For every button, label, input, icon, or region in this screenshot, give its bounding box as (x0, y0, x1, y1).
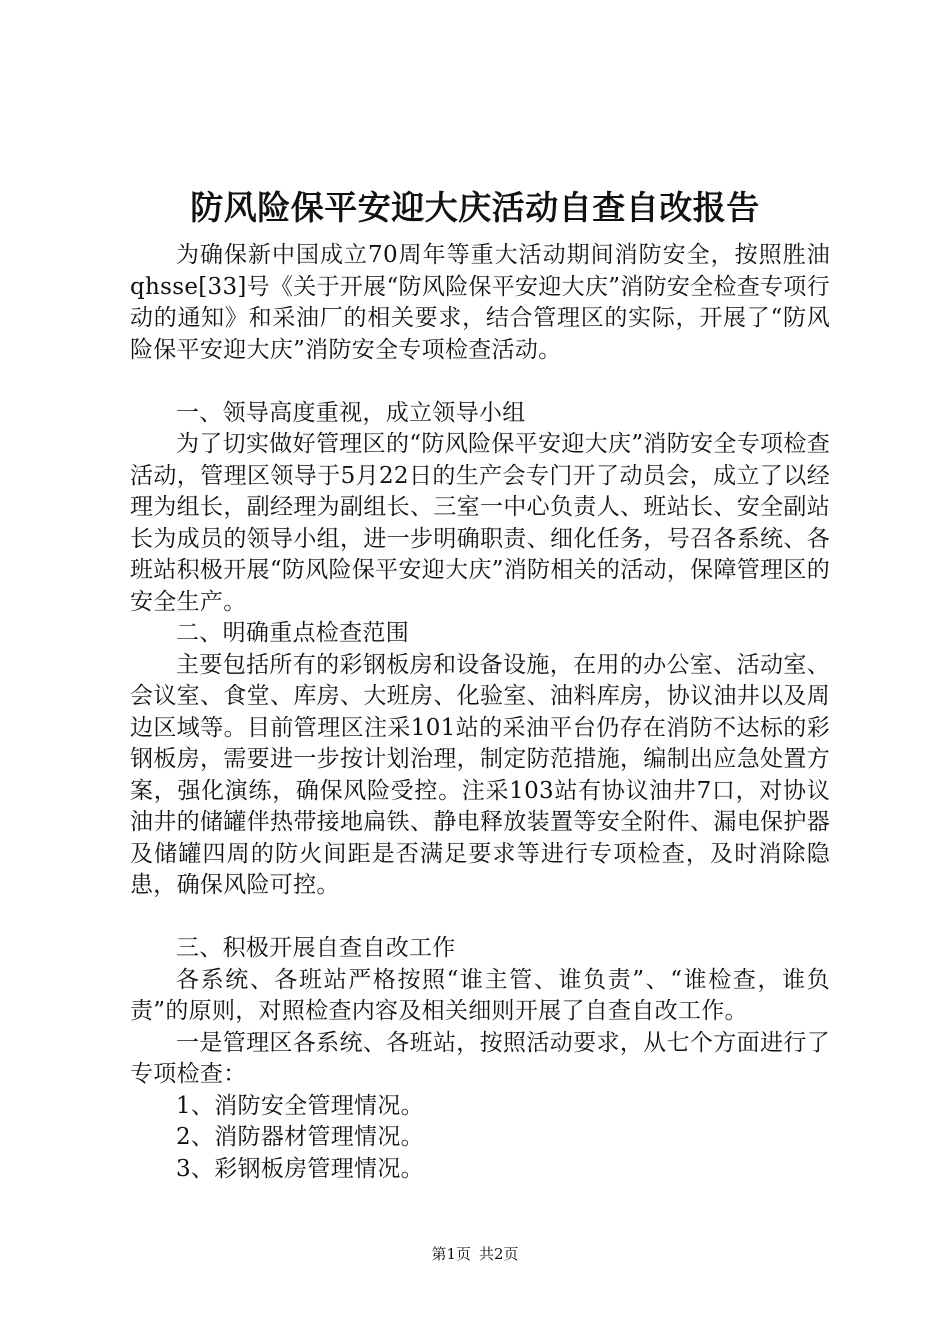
page-total: 共2页 (479, 1245, 519, 1263)
list-item: 3、彩钢板房管理情况。 (176, 1155, 424, 1182)
section-3-paragraph: 各系统、各班站严格按照“谁主管、谁负责”、“谁检查，谁负责”的原则，对照检查内容及相关细则开展了自查自改工作。 (130, 966, 830, 1024)
section-3-paragraph-2: 一是管理区各系统、各班站，按照活动要求，从七个方面进行了专项检查： (130, 1029, 830, 1087)
page-footer (0, 1244, 950, 1264)
section-heading-1: 一、领导高度重视，成立领导小组 (176, 399, 526, 426)
section-2-paragraph: 主要包括所有的彩钢板房和设备设施，在用的办公室、活动室、会议室、食堂、库房、大班房、化验室、油料库房，协议油井以及周边区域等。目前管理区注采101站的采油平台仍存在消防不达标的彩钢板房，需要进一步按计划治理，制定防范措施，编制出应急处置方案，强化演练，确保风险受控。注采103站有协议油井7口，对协议油井的储罐伴热带接地扁铁、静电释放装置等安全附件、漏电保护器及储罐四周的防火间距是否满足要求等进行专项检查，及时消除隐患，确保风险可控。 (130, 651, 830, 898)
page-number: 第1页 (431, 1245, 471, 1263)
document-title: 防风险保平安迎大庆活动自查自改报告 (190, 188, 760, 227)
intro-paragraph: 为确保新中国成立70周年等重大活动期间消防安全，按照胜油qhsse[33]号《关于开展“防风险保平安迎大庆”消防安全检查专项行动的通知》和采油厂的相关要求，结合管理区的实际，开展了“防风险保平安迎大庆”消防安全专项检查活动。 (130, 242, 830, 363)
document-body (130, 240, 830, 1185)
list-item: 1、消防安全管理情况。 (176, 1092, 424, 1119)
section-heading-2: 二、明确重点检查范围 (176, 620, 409, 646)
list-item: 2、消防器材管理情况。 (176, 1124, 424, 1150)
section-1-paragraph: 为了切实做好管理区的“防风险保平安迎大庆”消防安全专项检查活动，管理区领导于5月22日的生产会专门开了动员会，成立了以经理为组长，副经理为副组长、三室一中心负责人、班站长、安全副站长为成员的领导小组，进一步明确职责、细化任务，号召各系统、各班站积极开展“防风险保平安迎大庆”消防相关的活动，保障管理区的安全生产。 (130, 431, 830, 615)
section-heading-3: 三、积极开展自查自改工作 (176, 935, 456, 961)
